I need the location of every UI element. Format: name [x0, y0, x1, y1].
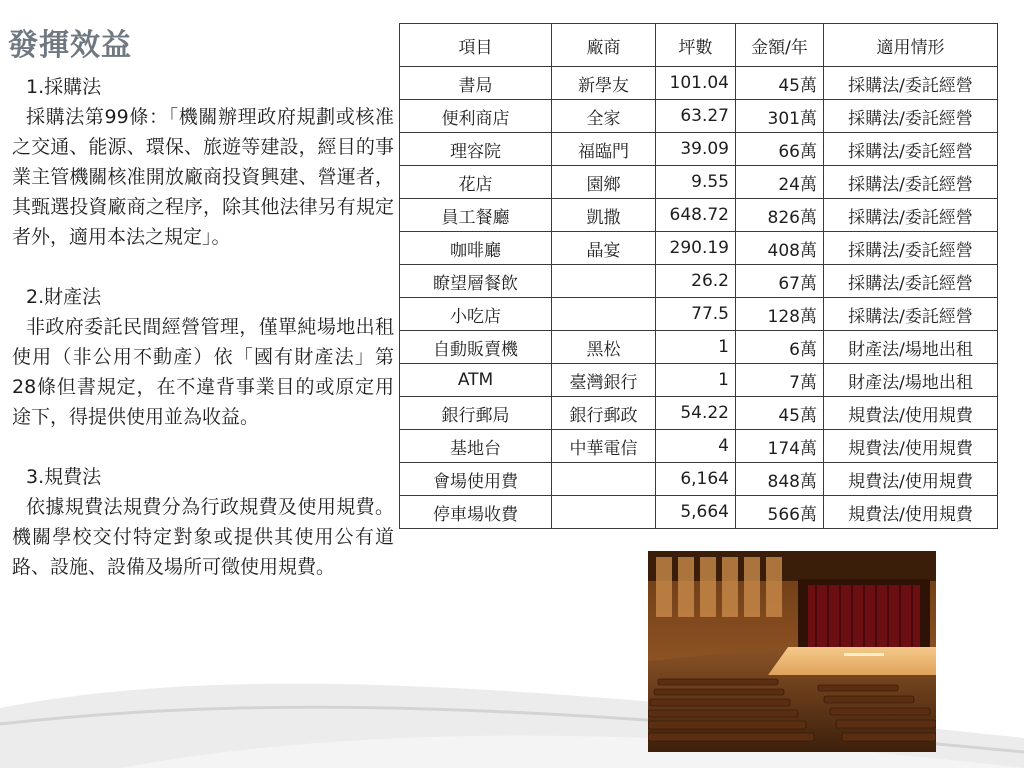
slide-title: 發揮效益	[8, 28, 132, 63]
cell-amount: 6萬	[736, 331, 824, 364]
cell-area: 1	[656, 331, 736, 364]
cell-vendor: 全家	[552, 100, 656, 133]
auditorium-illustration	[648, 551, 936, 752]
table-row	[400, 364, 998, 397]
section-body: 依據規費法規費分為行政規費及使用規費。機關學校交付特定對象或提供其使用公有道路、設施、設備及場所可徵使用規費。	[12, 496, 394, 578]
cell-item: 員工餐廳	[400, 199, 552, 232]
cell-amount: 24萬	[736, 166, 824, 199]
cell-amount: 45萬	[736, 397, 824, 430]
cell-amount: 566萬	[736, 496, 824, 529]
cell-amount: 128萬	[736, 298, 824, 331]
cell-item: 理容院	[400, 133, 552, 166]
cell-vendor	[552, 298, 656, 331]
cell-vendor: 凱撒	[552, 199, 656, 232]
table-row	[400, 397, 998, 430]
cell-amount: 66萬	[736, 133, 824, 166]
cell-vendor: 中華電信	[552, 430, 656, 463]
cell-area: 1	[656, 364, 736, 397]
cell-amount: 848萬	[736, 463, 824, 496]
cell-vendor: 園鄉	[552, 166, 656, 199]
cell-amount: 174萬	[736, 430, 824, 463]
table-row	[400, 133, 998, 166]
cell-area: 26.2	[656, 265, 736, 298]
cell-applicability: 採購法/委託經營	[824, 265, 998, 298]
cell-amount: 45萬	[736, 67, 824, 100]
cell-item: 咖啡廳	[400, 232, 552, 265]
cell-item: 停車場收費	[400, 496, 552, 529]
cell-applicability: 規費法/使用規費	[824, 397, 998, 430]
section-body: 非政府委託民間經營管理，僅單純場地出租使用（非公用不動產）依「國有財產法」第28條但書規定，在不違背事業目的或原定用途下，得提供使用並為收益。	[12, 316, 394, 428]
cell-applicability: 財產法/場地出租	[824, 331, 998, 364]
cell-area: 290.19	[656, 232, 736, 265]
column-header-vendor: 廠商	[552, 24, 656, 67]
table-row	[400, 331, 998, 364]
table-row	[400, 199, 998, 232]
cell-applicability: 採購法/委託經營	[824, 298, 998, 331]
section-heading: 1.採購法	[26, 76, 102, 98]
cell-vendor	[552, 265, 656, 298]
cell-vendor: 黑松	[552, 331, 656, 364]
section-heading: 3.規費法	[26, 466, 102, 488]
benefit-table	[399, 23, 998, 529]
cell-item: 會場使用費	[400, 463, 552, 496]
cell-area: 4	[656, 430, 736, 463]
cell-applicability: 採購法/委託經營	[824, 232, 998, 265]
cell-vendor	[552, 463, 656, 496]
cell-item: 銀行郵局	[400, 397, 552, 430]
table-row	[400, 298, 998, 331]
cell-applicability: 採購法/委託經營	[824, 166, 998, 199]
cell-item: 花店	[400, 166, 552, 199]
cell-applicability: 規費法/使用規費	[824, 496, 998, 529]
cell-item: 便利商店	[400, 100, 552, 133]
table-row	[400, 100, 998, 133]
cell-applicability: 規費法/使用規費	[824, 430, 998, 463]
table-row	[400, 430, 998, 463]
column-header-applicability: 適用情形	[824, 24, 998, 67]
column-header-amount: 金額/年	[736, 24, 824, 67]
auditorium-photo	[648, 551, 936, 752]
cell-area: 5,664	[656, 496, 736, 529]
section-procurement-law	[12, 72, 394, 252]
cell-area: 6,164	[656, 463, 736, 496]
cell-amount: 301萬	[736, 100, 824, 133]
table-row	[400, 265, 998, 298]
cell-item: 書局	[400, 67, 552, 100]
cell-area: 63.27	[656, 100, 736, 133]
column-header-area: 坪數	[656, 24, 736, 67]
table-row	[400, 232, 998, 265]
body-text	[12, 72, 394, 582]
cell-applicability: 採購法/委託經營	[824, 133, 998, 166]
cell-vendor: 銀行郵政	[552, 397, 656, 430]
table-row	[400, 496, 998, 529]
cell-area: 39.09	[656, 133, 736, 166]
table-header-row	[400, 24, 998, 67]
cell-area: 101.04	[656, 67, 736, 100]
table-row	[400, 463, 998, 496]
cell-area: 648.72	[656, 199, 736, 232]
cell-vendor: 晶宴	[552, 232, 656, 265]
cell-item: 自動販賣機	[400, 331, 552, 364]
cell-vendor: 福臨門	[552, 133, 656, 166]
cell-area: 54.22	[656, 397, 736, 430]
cell-item: 基地台	[400, 430, 552, 463]
cell-area: 9.55	[656, 166, 736, 199]
cell-item: 小吃店	[400, 298, 552, 331]
cell-vendor: 新學友	[552, 67, 656, 100]
table-row	[400, 67, 998, 100]
cell-vendor	[552, 496, 656, 529]
section-property-law	[12, 282, 394, 432]
cell-amount: 826萬	[736, 199, 824, 232]
section-body: 採購法第99條：「機關辦理政府規劃或核准之交通、能源、環保、旅遊等建設，經目的事業主管機關核准開放廠商投資興建、營運者，其甄選投資廠商之程序，除其他法律另有規定者外，適用本法之規定」。	[12, 106, 394, 248]
cell-vendor: 臺灣銀行	[552, 364, 656, 397]
cell-applicability: 財產法/場地出租	[824, 364, 998, 397]
column-header-item: 項目	[400, 24, 552, 67]
cell-applicability: 採購法/委託經營	[824, 199, 998, 232]
cell-item: 瞭望層餐飲	[400, 265, 552, 298]
cell-amount: 7萬	[736, 364, 824, 397]
cell-item: ATM	[400, 364, 552, 397]
cell-applicability: 採購法/委託經營	[824, 100, 998, 133]
cell-applicability: 採購法/委託經營	[824, 67, 998, 100]
section-heading: 2.財產法	[26, 286, 102, 308]
table-row	[400, 166, 998, 199]
cell-amount: 67萬	[736, 265, 824, 298]
cell-applicability: 規費法/使用規費	[824, 463, 998, 496]
section-fee-law	[12, 462, 394, 582]
cell-area: 77.5	[656, 298, 736, 331]
cell-amount: 408萬	[736, 232, 824, 265]
